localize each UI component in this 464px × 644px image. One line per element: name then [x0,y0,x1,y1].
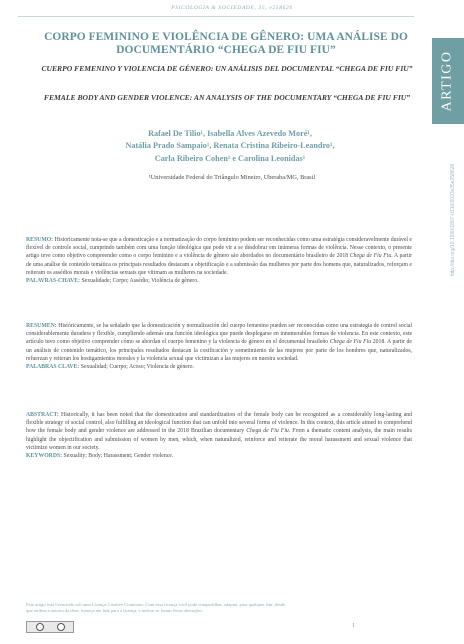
documentary-title: Chega de Fiu Fiu [329,339,372,346]
abstract-spanish-body [26,322,412,363]
title-portuguese: CORPO FEMININO E VIOLÊNCIA DE GÊNERO: UMA ANÁLISE DO DOCUMENTÁRIO “CHEGA DE FIU FIU” [44,31,408,56]
creative-commons-badge-icon[interactable] [26,621,74,633]
doi-link[interactable]: http://doi.org/10.1590/1807-0310/2023v35e258626 [450,163,456,277]
abstract-text: Históricamente, se ha señalado que la domesticación y normalización del cuerpo femenino pueden ser reconocidas como una estrategia de control social considerablemente duradera y flexible, cumpliendo además una función ideológica que puede desplegarse en innumerables formas de violencia. En este contexto, este artículo tuvo como objetivo comprender cómo se abordan el cuerpo femenino y la violencia de género en el documental brasileño [26,323,412,346]
abstract-text: Historically, it has been noted that the domestication and standardization of the female body can be recognized as a considerably long-lasting and flexible strategy of social control, also fulfilling an ideological function that can unfold into several forms of violence. In this context, this article aimed to comprehend how the female body and gender violence are addressed in the 2018 Brazilian documentary [26,412,412,435]
abstract-english-body [26,411,412,452]
abstract-label: RESUMEN: [26,323,57,329]
keywords-english [26,452,412,460]
abstract-portuguese [26,236,412,285]
author-line-1: Rafael De Tilio¹, Isabella Alves Azevedo Moré¹, [148,129,312,138]
keywords-text: Sexualidad; Cuerpo; Acoso; Violencia de género. [79,364,194,371]
running-head: PSICOLOGIA & SOCIEDADE, 35, e258626 [171,5,293,11]
section-tab [432,38,464,124]
abstract-portuguese-body [26,236,412,277]
abstract-text-cont: . A partir de uma análise de conteúdo temática os principais resultados destacam a objetificação e a submissão das mulheres por parte dos homens que, naturalizados, reforçam e reiteram os assédios morais e violências sexuais que vitimam as mulheres na sociedade. [26,253,412,276]
license-note: Este artigo está licenciado sob uma Licença Creative Commons. Com essa licença você pode compartilhar, adaptar, para qualquer fim, desde que atribua a autoria da obra, forneça um link para a licença, e indicar se foram feitas alterações. [26,602,285,613]
keywords-portuguese [26,277,412,285]
documentary-title: Chega de Fiu Fiu [246,428,289,435]
cc-icon [36,623,44,631]
title-english: FEMALE BODY AND GENDER VIOLENCE: AN ANALYSIS OF THE DOCUMENTARY “CHEGA DE FIU FIU” [43,93,411,102]
keywords-text: Sexuality; Body; Harassment; Gender violence. [62,453,174,460]
keywords-text: Sexualidade; Corpo; Assédio; Violência de gênero. [80,278,199,285]
abstract-label: RESUMO: [26,237,54,243]
author-list [60,128,400,165]
abstract-english [26,411,412,460]
author-line-3: Carla Ribeiro Cohen¹ e Carolina Leonidas¹ [154,153,306,163]
abstract-text: Historicamente nota-se que a domesticação e a normatização do corpo feminino podem ser reconhecidas como uma estratégia consideravelmente durável e flexível de controle social, cumprindo também com uma função ideológica que pode vir a se desdobrar em inúmeras formas de violência. Nesse contexto, o presente artigo teve como objetivo compreender como o corpo feminino e a violência de gênero são abordados no documentário brasileiro de 2018 [26,237,412,260]
title-spanish: CUERPO FEMENINO Y VIOLENCIA DE GÉNERO: UN ANÁLISIS DEL DOCUMENTAL “CHEGA DE FIU FIU” [41,64,413,73]
by-icon [57,623,65,631]
author-affiliation: ¹Universidade Federal do Triângulo Mineiro, Uberaba/MG, Brasil [148,174,316,181]
section-tab-label: ARTIGO [440,50,456,112]
page-number: 1 [352,622,356,629]
abstract-text-cont: 2018. A partir de un análisis de contenido temático, los principales resultados destacan la cosificación y sometimiento de las mujeres por parte de los hombres que, naturalizados, refuerzan y reiteran los hostigamientos morales y la violencia sexual que victimizan a las mujeres en nuestra sociedad. [26,339,412,362]
author-line-2: Natália Prado Sampaio¹, Renata Cristina Ribeiro-Leandro¹, [125,141,335,151]
keywords-label: PALAVRAS-CHAVE: [26,278,80,285]
keywords-label: KEYWORDS: [26,453,63,460]
keywords-spanish [26,363,412,371]
doi-sidebar[interactable] [449,140,457,300]
documentary-title: Chega de Fiu Fiu [349,253,392,260]
abstract-label: ABSTRACT: [26,412,59,418]
abstract-spanish [26,322,412,371]
header-divider [18,16,414,17]
abstract-text-cont: . From a thematic content analysis, the main results highlight the objectification and submission of women by men, which, when naturalized, reinforce and reiterate the moral harassment and sexual violence that victimize women in our society. [26,428,412,451]
keywords-label: PALABRAS CLAVE: [26,364,80,371]
